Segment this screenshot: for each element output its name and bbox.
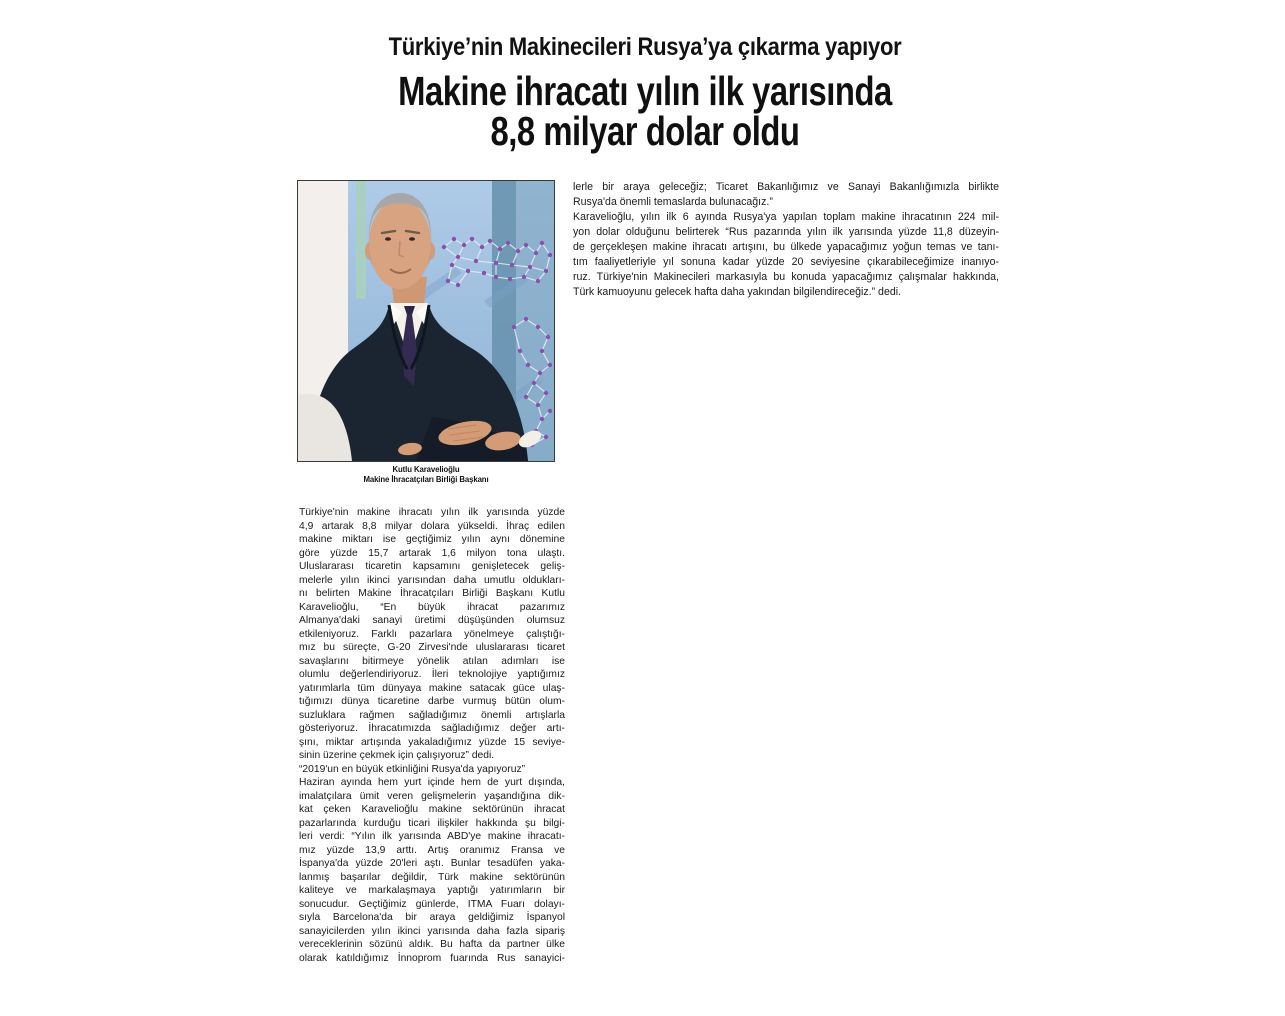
article-line: lerle bir araya geleceğiz; Ticaret Bakanlığımız ve Sanayi Bakanlığımızla birlikte: [573, 181, 999, 193]
article-line: tım faaliyetleriyle yıl sonuna kadar yüzde 20 seviyesine çıkarabileceğimize inanıyo-: [573, 256, 999, 268]
article-line: göre yüzde 15,7 artarak 1,6 milyon tona ulaştı.: [299, 547, 565, 559]
article-line: olarak katıldığımız İnnoprom fuarında Rus sanayici-: [299, 952, 565, 964]
article-line: İspanya'da yüzde 20'leri aştı. Bunlar tesadüfen yaka-: [299, 858, 565, 869]
article-line: leri verdi: “Yılın ilk yarısında ABD'ye makine ihracatı-: [299, 831, 565, 842]
photo-caption: [297, 465, 555, 484]
article-line: Türkiye'nin makine ihracatı yılın ilk yarısında yüzde: [299, 507, 565, 518]
article-line: olumlu değerlendiriyoruz. İleri teknolojiye yaptığımız: [299, 669, 565, 680]
portrait-photo: [297, 180, 555, 462]
article-line: mız bu süreçte, G-20 Zirvesi'nde uluslararası ticaret: [299, 642, 565, 653]
article-line: “2019'un en büyük etkinliğini Rusya'da yapıyoruz”: [299, 763, 526, 775]
article-line: Almanya'daki sanayi üretimi düşüşünden olumsuz: [299, 615, 565, 626]
article-line: nı belirten Makine İhracatçıları Birliği Başkanı Kutlu: [299, 588, 565, 599]
article-line: sanayicilerden yılın ikinci yarısında daha fazla sipariş: [299, 925, 565, 937]
article-line: imalatçılara ümit veren gelişmelerin yaşandığına dik-: [299, 790, 565, 802]
article-line: lanmış başarılar değildir, Türk makine sektörünün: [299, 871, 565, 883]
article-line: savaşlarını bitirmeye yönelik atılan adımları ise: [299, 655, 565, 667]
caption-title: Makine İhracatçıları Birliği Başkanı: [363, 474, 489, 484]
portrait-photo-image: [298, 181, 554, 461]
article-line: melerle yılın ikinci yarısından daha umutlu oldukları-: [299, 574, 565, 586]
portrait-figure: [297, 180, 555, 484]
article-line: Türk kamuoyunu gelecek hafta daha yakından bilgilendireceğiz.” dedi.: [573, 286, 902, 298]
article-line: Uluslararası ticaretin kapsamını genişletecek geliş-: [299, 561, 565, 572]
article-line: etkileniyoruz. Farklı pazarlara yönelmeye çalıştığı-: [299, 628, 565, 640]
article-line: Rusya'da önemli temaslarda bulunacağız.”: [573, 196, 773, 208]
main-headline: [301, 68, 989, 154]
article-line: vereceklerinin sözünü aldık. Bu hafta da partner ülke: [299, 939, 565, 950]
article-line: şını, miktar artışında yakaladığımız yüzde 15 seviye-: [299, 736, 565, 748]
article-line: mız yüzde 13,9 arttı. Artış oranımız Fransa ve: [299, 844, 565, 856]
article-right-column: [573, 180, 999, 300]
article-line: sonucudur. Geçtiğimiz günlerde, ITMA Fuarı dolayı-: [299, 898, 565, 910]
article-line: kat çeken Karavelioğlu makine sektörünün ihracat: [299, 804, 565, 815]
article-left-column: [299, 506, 565, 965]
article-line: suzluklara rağmen sağladığımız önemli artışlarla: [299, 709, 565, 721]
article-line: de gerçekleşen makine ihracatı artışını, bu ülkede yapacağımız yoğun temas ve tanı-: [573, 241, 999, 253]
article-line: tığımızı dünya ticaretine darbe vurmuş bütün olum-: [299, 696, 565, 707]
article-line: ruz. Türkiye'nin Makinecileri markasıyla bu konuda yapacağımız çalışmalar hakkında,: [573, 271, 999, 283]
article-line: gösteriyoruz. İhracatımızda sağladığımız değer artı-: [299, 723, 565, 734]
article-line: kaliteye ve markalaşmaya yaptığı yatırımların bir: [299, 885, 565, 896]
kicker-headline: Türkiye’nin Makinecileri Rusya’ya çıkarma yapıyor: [388, 33, 902, 61]
headline-line-1: Makine ihracatı yılın ilk yarısında: [398, 68, 892, 114]
headline-line-2: 8,8 milyar dolar oldu: [490, 108, 800, 154]
article-line: 4,9 artarak 8,8 milyar dolara yükseldi. İhraç edilen: [299, 520, 565, 532]
article-line: sinin üzerine çekmek için çalışıyoruz” dedi.: [299, 750, 495, 761]
article-line: yon dolar olduğunu belirterek “Rus pazarında yılın ilk yarısında yüzde 11,8 düzeyin-: [573, 226, 999, 238]
article-line: Karavelioğlu, “En büyük ihracat pazarımız: [299, 601, 565, 613]
article-line: makine miktarı ise geçtiğimiz yılın aynı dönemine: [299, 534, 565, 545]
article-line: pazarlarında kurduğu ticari ilişkiler hakkında şu bilgi-: [299, 817, 565, 829]
article-line: Haziran ayında hem yurt içinde hem de yurt dışında,: [299, 777, 565, 788]
article-line: Karavelioğlu, yılın ilk 6 ayında Rusya'ya yapılan toplam makine ihracatının 224 mil-: [573, 211, 999, 223]
article-line: yatırımlarla tüm dünyaya makine satacak güce ulaş-: [299, 682, 565, 694]
article-line: sıyla Barcelona'da bir araya geldiğimiz İspanyol: [299, 912, 565, 923]
caption-name: Kutlu Karavelioğlu: [392, 465, 460, 474]
